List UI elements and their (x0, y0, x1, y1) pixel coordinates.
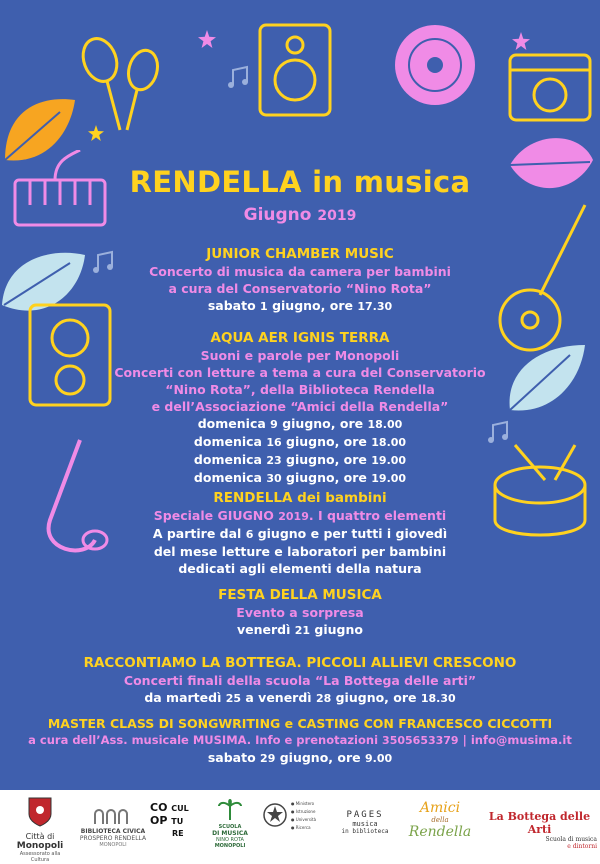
event-line: Concerto di musica da camera per bambini (149, 264, 451, 279)
event-heading: JUNIOR CHAMBER MUSIC (206, 246, 394, 262)
logo-la-bottega-delle-arti: La Bottega delle Arti Scuola di musica e dintorni (488, 810, 597, 850)
event-line: a cura del Conservatorio “Nino Rota” (168, 281, 432, 296)
event-line: del mese letture e laboratori per bambini (153, 544, 447, 559)
sponsor-logos (0, 790, 600, 864)
logo-ministero: ● Ministero ● Istruzione ● Università ● Ricerca (262, 800, 332, 832)
event-date: domenica 9 giugno, ore 18.00 (197, 416, 403, 431)
event-line: “Nino Rota”, della Biblioteca Rendella (165, 382, 435, 397)
logo-scuola-nino-rota: SCUOLA DI MUSICA NINO ROTA MONOPOLI (200, 798, 260, 849)
event-heading: RENDELLA dei bambini (213, 490, 387, 506)
star-icon (512, 32, 530, 50)
event-rendella-dei-bambini (0, 490, 600, 577)
event-date: da martedì 25 a venerdì 28 giugno, ore 18.30 (144, 690, 456, 705)
maracas-icon (65, 35, 175, 135)
event-heading: RACCONTIAMO LA BOTTEGA. PICCOLI ALLIEVI CRESCONO (83, 655, 517, 671)
subtitle-month: Giugno (243, 205, 312, 225)
star-icon (198, 30, 216, 48)
event-line: Concerti con letture a tema a cura del Conservatorio (114, 365, 486, 380)
event-line: e dell’Associazione “Amici della Rendella” (151, 399, 449, 414)
event-festa-della-musica (0, 587, 600, 639)
logo-pages: PAGES musica in biblioteca (341, 810, 389, 835)
logo-amici-della-rendella: Amici della Rendella (408, 800, 472, 840)
speaker-icon (255, 20, 335, 120)
emblem-icon (262, 800, 288, 830)
event-date: venerdì 21 giugno (236, 622, 363, 637)
event-date: domenica 30 giugno, ore 19.00 (193, 470, 407, 485)
event-date: sabato 1 giugno, ore 17.30 (207, 298, 393, 313)
event-heading: MASTER CLASS DI SONGWRITING e CASTING CON FRANCESCO CICCOTTI (47, 716, 553, 731)
event-line: Concerti finali della scuola “La Bottega delle arti” (123, 673, 477, 688)
event-master-class (0, 715, 600, 767)
event-line: Suoni e parole per Monopoli (200, 348, 400, 363)
library-arches-icon (93, 808, 133, 824)
logo-coop-culture: CO CUL OP TU RE (150, 801, 189, 838)
event-line: A partire dal 6 giugno e per tutti i giovedì (152, 526, 448, 541)
event-line: dedicati agli elementi della natura (178, 561, 422, 576)
vinyl-record-icon (390, 20, 480, 110)
event-line: a cura dell’Ass. musicale MUSIMA. Info e prenotazioni 3505653379 | info@musima.it (28, 733, 572, 747)
poster-subtitle (0, 205, 600, 225)
logo-biblioteca-rendella: BIBLIOTECA CIVICA PROSPERO RENDELLA MONOPOLI (78, 808, 148, 848)
logo-citta-di-monopoli: Città di Monopoli Assessorato alla Cultura (10, 796, 70, 863)
star-icon (88, 125, 104, 141)
event-junior-chamber-music (0, 246, 600, 315)
event-date: domenica 23 giugno, ore 19.00 (193, 452, 407, 467)
event-date: sabato 29 giugno, ore 9.00 (207, 750, 393, 765)
event-special: Speciale GIUGNO 2019. I quattro elementi (153, 508, 447, 523)
music-note-icon (225, 65, 251, 91)
event-heading: FESTA DELLA MUSICA (218, 587, 382, 603)
event-raccontiamo-la-bottega (0, 655, 600, 707)
event-heading: AQUA AER IGNIS TERRA (210, 330, 390, 346)
coat-of-arms-icon (27, 796, 53, 828)
event-date: domenica 16 giugno, ore 18.00 (193, 434, 407, 449)
event-line: Evento a sorpresa (236, 605, 364, 620)
amplifier-icon (505, 45, 595, 125)
palm-tree-icon (217, 798, 243, 820)
subtitle-year: 2019 (317, 208, 357, 224)
event-aqua-aer-ignis-terra (0, 330, 600, 487)
poster-title: RENDELLA in musica (129, 165, 471, 199)
